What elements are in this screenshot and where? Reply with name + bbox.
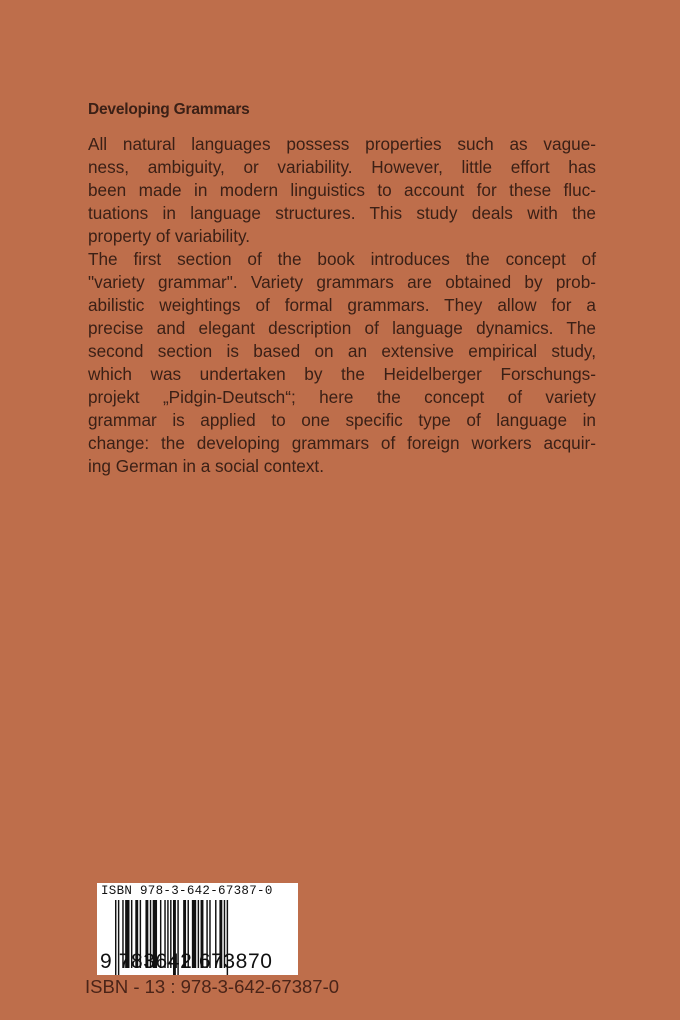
description-line: which was undertaken by the Heidelberger Forschungs- (88, 364, 596, 384)
book-heading: Developing Grammars (88, 101, 250, 118)
description-line: second section is based on an extensive empirical study, (88, 341, 596, 361)
description-line: All natural languages possess properties such as vague- (88, 134, 596, 154)
description-line: tuations in language structures. This study deals with the (88, 203, 596, 223)
book-description (88, 133, 596, 478)
description-line: precise and elegant description of language dynamics. The (88, 318, 596, 338)
description-line: abilistic weightings of formal grammars. They allow for a (88, 295, 596, 315)
isbn-13: ISBN - 13 : 978-3-642-67387-0 (85, 976, 340, 997)
description-line: change: the developing grammars of foreign workers acquir- (88, 433, 596, 453)
description-line: property of variability. (88, 226, 251, 246)
description-line: grammar is applied to one specific type of language in (88, 410, 596, 430)
description-line: "variety grammar". Variety grammars are obtained by prob- (88, 272, 596, 292)
barcode-isbn-label: ISBN 978-3-642-67387-0 (101, 884, 273, 898)
isbn-barcode (97, 883, 298, 975)
description-line: ing German in a social context. (88, 456, 324, 476)
description-line: projekt „Pidgin-Deutsch“; here the concept of variety (88, 387, 596, 407)
description-line: been made in modern linguistics to account for these fluc- (88, 180, 596, 200)
description-line: ness, ambiguity, or variability. However, little effort has (88, 157, 596, 177)
barcode-digits: 9 783642 673870 (100, 950, 273, 973)
description-line: The first section of the book introduces the concept of (88, 249, 596, 269)
